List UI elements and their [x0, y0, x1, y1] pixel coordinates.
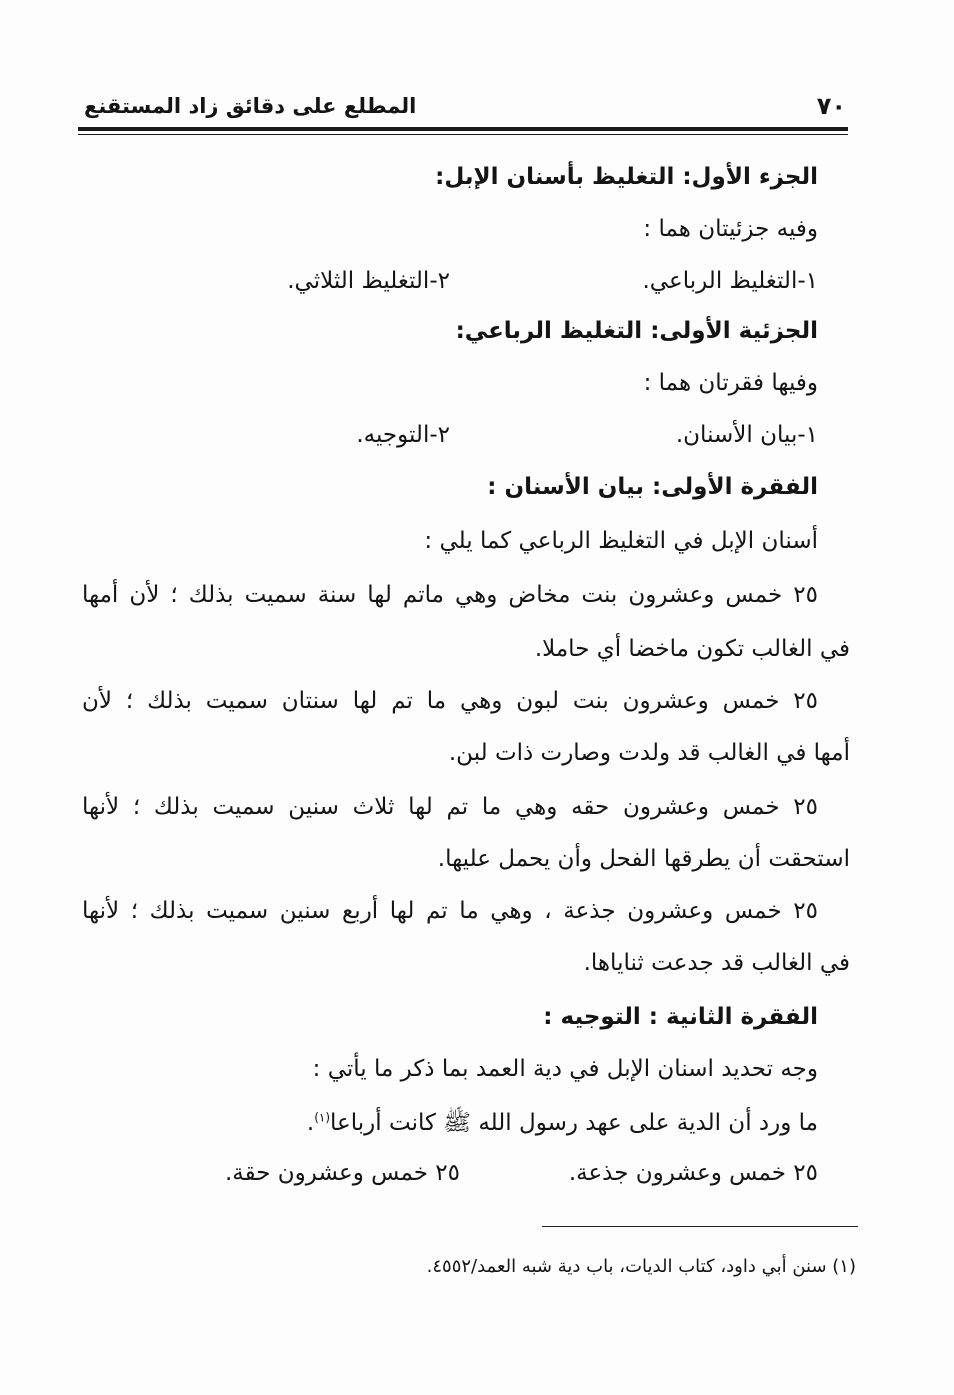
last-item-2: ٢٥ خمس وعشرون حقة.	[224, 1160, 460, 1186]
footnote-marker[interactable]: (١)	[314, 1110, 331, 1125]
part-item-1: ١-التغليظ الرباعي.	[642, 268, 818, 294]
hadith-text: ما ورد أن الدية على عهد رسول الله ﷺ كانت أرباعا	[330, 1110, 818, 1136]
page-number: ٧٠	[816, 92, 846, 120]
intro-paragraphs: وفيها فقرتان هما :	[643, 370, 818, 396]
header-rule-thin	[78, 134, 848, 135]
heading-paragraph-two: الفقرة الثانية : التوجيه :	[543, 1004, 818, 1030]
last-item-1: ٢٥ خمس وعشرون جذعة.	[568, 1160, 818, 1186]
para-item-1: ١-بيان الأسنان.	[675, 422, 818, 448]
para-item-2: ٢-التوجيه.	[356, 422, 450, 448]
heading-part-one: الجزء الأول: التغليظ بأسنان الإبل:	[435, 164, 818, 190]
hadith-end: .	[306, 1110, 315, 1136]
age-item-4-line-1: ٢٥ خمس وعشرون جذعة ، وهي ما تم لها أربع سنين سميت بذلك ؛ لأنها	[82, 898, 818, 924]
heading-paragraph-one: الفقرة الأولى: بيان الأسنان :	[487, 474, 818, 500]
hadith-line	[307, 1108, 818, 1142]
footnote-rule	[542, 1226, 858, 1227]
heading-sub-one: الجزئية الأولى: التغليظ الرباعي:	[455, 318, 818, 344]
age-item-1-line-2: في الغالب تكون ماخضا أي حاملا.	[534, 636, 850, 662]
reason-intro: وجه تحديد اسنان الإبل في دية العمد بما ذكر ما يأتي :	[312, 1056, 818, 1082]
part-item-2: ٢-التغليظ الثلاثي.	[287, 268, 450, 294]
age-item-2-line-1: ٢٥ خمس وعشرون بنت لبون وهي ما تم لها سنتان سميت بذلك ؛ لأن	[82, 688, 818, 714]
ages-intro: أسنان الإبل في التغليظ الرباعي كما يلي :	[424, 528, 818, 554]
running-header-title: المطلع على دقائق زاد المستقنع	[84, 94, 417, 118]
age-item-4-line-2: في الغالب قد جدعت ثناياها.	[583, 950, 850, 976]
intro-parts: وفيه جزئيتان هما :	[643, 216, 818, 242]
age-item-3-line-2: استحقت أن يطرقها الفحل وأن يحمل عليها.	[437, 846, 850, 872]
age-item-1-line-1: ٢٥ خمس وعشرون بنت مخاض وهي ماتم لها سنة سميت بذلك ؛ لأن أمها	[82, 582, 818, 608]
age-item-2-line-2: أمها في الغالب قد ولدت وصارت ذات لبن.	[448, 740, 850, 766]
footnote-text: (١) سنن أبي داود، كتاب الديات، باب دية شبه العمد/٤٥٥٢.	[426, 1256, 856, 1277]
age-item-3-line-1: ٢٥ خمس وعشرون حقه وهي ما تم لها ثلاث سنين سميت بذلك ؛ لأنها	[82, 794, 818, 820]
header-rule-thick	[78, 127, 848, 131]
